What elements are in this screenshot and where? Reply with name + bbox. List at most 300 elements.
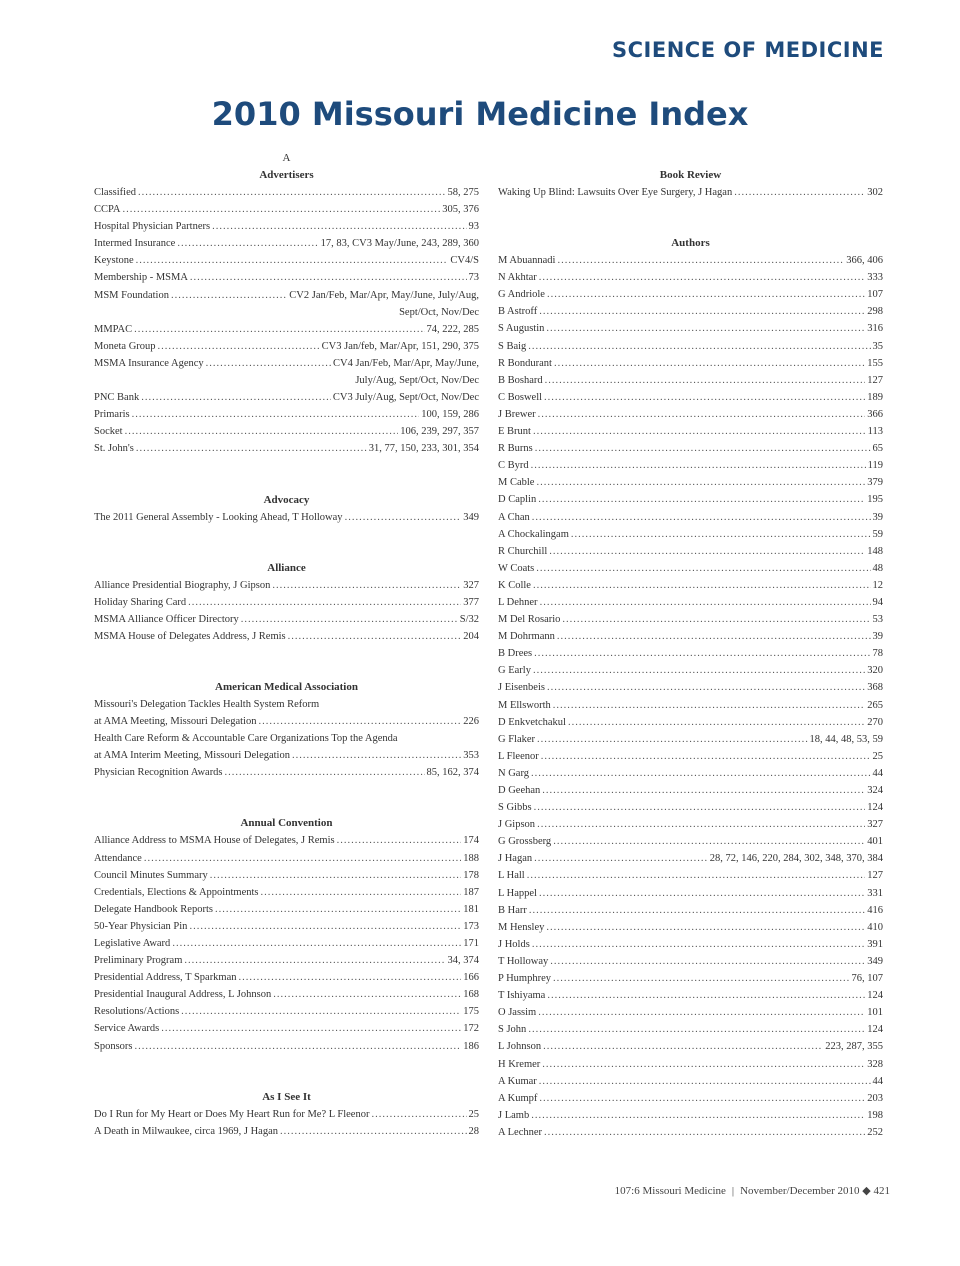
as-i-see-it-heading: As I See It xyxy=(262,1090,311,1103)
entry-title: R Churchill xyxy=(498,545,548,557)
alliance-heading: Alliance xyxy=(267,561,306,574)
advertisers-list xyxy=(94,184,479,458)
entry-pages: 401 xyxy=(867,836,883,848)
entry-title: R Bondurant xyxy=(498,357,552,369)
dot-leader xyxy=(547,987,865,1004)
entry-title: J Gipson xyxy=(498,819,536,831)
entry-pages: 226 xyxy=(463,716,479,728)
index-entry xyxy=(498,919,883,936)
index-entry xyxy=(498,816,883,833)
entry-title: Waking Up Blind: Lawsuits Over Eye Surgery, J Hagan xyxy=(498,187,733,198)
diamond-icon: ◆ xyxy=(862,1185,871,1197)
entry-pages: 189 xyxy=(867,391,883,403)
entry-title: G Andriole xyxy=(498,289,545,301)
index-entry xyxy=(498,252,883,269)
index-entry xyxy=(498,372,883,389)
entry-pages: 410 xyxy=(867,921,883,933)
entry-pages: 377 xyxy=(463,596,479,608)
footer-issue: 107:6 Missouri Medicine xyxy=(614,1185,726,1197)
entry-pages: CV3 July/Aug, Sept/Oct, Nov/Dec xyxy=(332,392,479,404)
index-entry xyxy=(498,936,883,953)
dot-leader xyxy=(136,440,367,457)
entry-pages: CV2 Jan/Feb, Mar/Apr, May/June, July/Aug, xyxy=(289,289,479,301)
entry-pages: 324 xyxy=(867,785,883,796)
dot-leader xyxy=(535,440,871,457)
entry-title: S Baig xyxy=(498,340,527,352)
entry-pages: 349 xyxy=(867,955,883,967)
index-entry xyxy=(498,526,883,543)
entry-pages: 155 xyxy=(867,357,883,369)
entry-pages: 174 xyxy=(463,835,479,847)
entry-pages: 25 xyxy=(872,750,883,762)
entry-pages: 204 xyxy=(463,630,479,642)
index-entry xyxy=(94,423,479,440)
entry-pages: 35 xyxy=(872,340,883,352)
entry-title: Holiday Sharing Card xyxy=(94,596,187,608)
index-entry xyxy=(94,287,479,304)
dot-leader xyxy=(184,952,445,969)
entry-title: Intermed Insurance xyxy=(94,238,176,250)
entry-pages: 65 xyxy=(872,443,883,455)
dot-leader xyxy=(215,901,461,918)
entry-title: MSMA Insurance Agency xyxy=(94,357,204,369)
index-entry xyxy=(94,577,479,594)
entry-pages: 175 xyxy=(463,1006,479,1018)
entry-pages: 94 xyxy=(872,596,883,608)
entry-pages: 168 xyxy=(463,989,479,1001)
entry-title: Presidential Inaugural Address, L Johnson xyxy=(94,989,272,1001)
entry-pages: 172 xyxy=(463,1023,479,1035)
entry-pages: CV4/S xyxy=(450,255,479,267)
entry-title: S Augustin xyxy=(498,323,545,335)
dot-leader xyxy=(272,577,461,594)
entry-title: C Byrd xyxy=(498,460,529,472)
dot-leader xyxy=(542,1056,865,1073)
index-entry xyxy=(498,474,883,491)
entry-title: G Grossberg xyxy=(498,836,552,848)
dot-leader xyxy=(171,287,287,304)
right-column xyxy=(498,167,883,1141)
entry-pages: 186 xyxy=(463,1040,479,1052)
entry-title: MSMA House of Delegates Address, J Remis xyxy=(94,630,286,642)
dot-leader xyxy=(542,782,865,799)
dot-leader xyxy=(538,1004,865,1021)
dot-leader xyxy=(538,406,866,423)
index-entry xyxy=(94,884,479,901)
index-entry xyxy=(498,491,883,508)
index-entry xyxy=(498,1124,883,1141)
entry-title: MSMA Alliance Officer Directory xyxy=(94,613,239,625)
entry-pages: 127 xyxy=(867,870,883,882)
book-review-heading: Book Review xyxy=(659,169,722,181)
entry-title: L Fleenor xyxy=(498,750,539,762)
page-number: 421 xyxy=(873,1185,890,1197)
entry-title: B Boshard xyxy=(498,374,543,386)
index-entry xyxy=(94,611,479,628)
entry-title: M Ellsworth xyxy=(498,699,551,711)
entry-pages: 58, 275 xyxy=(447,187,479,198)
entry-pages: 73 xyxy=(468,272,479,284)
index-entry xyxy=(94,184,479,201)
dot-leader xyxy=(553,970,850,987)
dot-leader xyxy=(212,218,466,235)
index-entry xyxy=(498,885,883,902)
dot-leader xyxy=(260,884,461,901)
entry-pages: 416 xyxy=(867,904,883,916)
dot-leader xyxy=(181,1003,461,1020)
entry-pages: 195 xyxy=(867,494,883,506)
dot-leader xyxy=(161,1020,461,1037)
authors-heading: Authors xyxy=(671,237,710,250)
entry-title: at AMA Interim Meeting, Missouri Delegation xyxy=(94,750,290,762)
index-entry xyxy=(94,1106,479,1123)
entry-title: Keystone xyxy=(94,255,134,267)
entry-title: MSM Foundation xyxy=(94,289,169,301)
dot-leader xyxy=(527,867,866,884)
dot-leader xyxy=(273,986,461,1003)
index-entry xyxy=(498,440,883,457)
index-entry xyxy=(498,184,883,201)
index-entry xyxy=(498,1021,883,1038)
dot-leader xyxy=(292,747,461,764)
entry-title: Preliminary Program xyxy=(94,955,183,967)
page-footer xyxy=(615,1184,890,1197)
index-entry xyxy=(498,509,883,526)
entry-pages: 223, 287, 355 xyxy=(825,1041,883,1053)
entry-pages: 302 xyxy=(867,187,883,198)
index-entry xyxy=(94,850,479,867)
index-entry xyxy=(94,269,479,286)
entry-title: H Kremer xyxy=(498,1058,541,1070)
entry-title: The 2011 General Assembly - Looking Ahead, T Holloway xyxy=(94,511,343,523)
index-entry xyxy=(498,577,883,594)
entry-pages: 39 xyxy=(872,631,883,643)
entry-title: Moneta Group xyxy=(94,340,156,352)
entry-title: E Brunt xyxy=(498,426,531,438)
entry-title: J Holds xyxy=(498,938,530,950)
entry-title: M Cable xyxy=(498,477,535,489)
entry-title: D Geehan xyxy=(498,785,541,796)
dot-leader xyxy=(534,799,866,816)
entry-title: Do I Run for My Heart or Does My Heart Run for Me? L Fleenor xyxy=(94,1108,370,1120)
dot-leader xyxy=(571,526,871,543)
entry-title: D Caplin xyxy=(498,494,537,506)
entry-title: M Hensley xyxy=(498,921,545,933)
entry-pages: 124 xyxy=(867,1024,883,1036)
entry-title: St. John's xyxy=(94,443,134,455)
dot-leader xyxy=(533,662,865,679)
entry-pages: 366 xyxy=(867,408,883,420)
index-entry xyxy=(498,867,883,884)
dot-leader xyxy=(557,628,871,645)
entry-pages: 181 xyxy=(463,903,479,915)
as-i-see-it-list xyxy=(94,1106,479,1140)
entry-title: J Hagan xyxy=(498,853,533,865)
dot-leader xyxy=(538,491,865,508)
entry-pages: 48 xyxy=(872,562,883,574)
entry-pages: 333 xyxy=(867,272,883,284)
index-entry xyxy=(498,833,883,850)
entry-title: M Dohrmann xyxy=(498,631,555,643)
index-entry xyxy=(94,235,479,252)
entry-title: R Burns xyxy=(498,443,533,455)
dot-leader xyxy=(210,867,462,884)
entry-pages: 119 xyxy=(867,460,883,472)
dot-leader xyxy=(539,1073,871,1090)
entry-pages: 328 xyxy=(867,1058,883,1070)
dot-leader xyxy=(337,832,462,849)
annual-convention-list xyxy=(94,832,479,1054)
index-entry xyxy=(498,303,883,320)
index-entry xyxy=(498,423,883,440)
dot-leader xyxy=(553,833,865,850)
entry-pages: 353 xyxy=(463,750,479,762)
entry-title: at AMA Meeting, Missouri Delegation xyxy=(94,716,257,728)
entry-title: Sponsors xyxy=(94,1040,133,1052)
dot-leader xyxy=(532,509,871,526)
ama-heading: American Medical Association xyxy=(215,680,358,693)
entry-pages: 106, 239, 297, 357 xyxy=(400,426,479,438)
entry-pages: 166 xyxy=(463,972,479,984)
dot-leader xyxy=(537,731,807,748)
entry-pages: 34, 374 xyxy=(447,955,479,967)
index-entry xyxy=(498,269,883,286)
entry-pages: 198 xyxy=(867,1109,883,1121)
index-entry xyxy=(498,902,883,919)
index-entry xyxy=(498,406,883,423)
entry-pages: 44 xyxy=(872,1075,883,1087)
dot-leader xyxy=(547,679,865,696)
entry-pages: 12 xyxy=(872,579,883,591)
index-entry xyxy=(94,338,479,355)
index-entry xyxy=(498,543,883,560)
entry-title: Attendance xyxy=(94,852,142,864)
index-entry xyxy=(498,1107,883,1124)
entry-title: Classified xyxy=(94,187,136,198)
entry-pages: 366, 406 xyxy=(846,255,883,267)
index-entry xyxy=(498,748,883,765)
dot-leader xyxy=(144,850,461,867)
index-entry xyxy=(498,953,883,970)
dot-leader xyxy=(544,1124,865,1141)
annual-convention-heading: Annual Convention xyxy=(240,817,333,830)
advertisers-heading: Advertisers xyxy=(259,169,314,181)
index-entry xyxy=(94,201,479,218)
entry-pages: 53 xyxy=(872,614,883,626)
dot-leader xyxy=(190,269,467,286)
dot-leader xyxy=(539,885,865,902)
index-entry xyxy=(94,1123,479,1140)
entry-pages: CV3 Jan/feb, Mar/Apr, 151, 290, 375 xyxy=(321,340,479,352)
entry-pages: 270 xyxy=(867,716,883,728)
index-entry xyxy=(94,389,479,406)
dot-leader xyxy=(136,252,449,269)
entry-title: G Flaker xyxy=(498,733,536,745)
index-entry xyxy=(498,1090,883,1107)
entry-pages: 316 xyxy=(867,323,883,335)
entry-pages: 178 xyxy=(463,869,479,881)
entry-title: Socket xyxy=(94,426,123,438)
dot-leader xyxy=(158,338,320,355)
footer-date: November/December 2010 xyxy=(740,1185,860,1197)
entry-pages: 39 xyxy=(872,511,883,523)
entry-title: 50-Year Physician Pin xyxy=(94,920,188,932)
dot-leader xyxy=(225,764,425,781)
dot-leader xyxy=(554,355,865,372)
index-entry xyxy=(498,697,883,714)
authors-list xyxy=(498,252,883,1141)
dot-leader xyxy=(122,201,440,218)
dot-leader xyxy=(533,423,866,440)
dot-leader xyxy=(534,850,708,867)
entry-title: J Eisenbeis xyxy=(498,682,545,694)
dot-leader xyxy=(138,184,446,201)
entry-title: Physician Recognition Awards xyxy=(94,767,223,779)
dot-leader xyxy=(546,919,865,936)
index-entry xyxy=(94,747,479,764)
entry-title: MMPAC xyxy=(94,323,133,335)
page-title: 2010 Missouri Medicine Index xyxy=(211,95,749,133)
entry-title: B Astroff xyxy=(498,306,538,318)
dot-leader xyxy=(241,611,458,628)
entry-pages: 18, 44, 48, 53, 59 xyxy=(809,733,883,745)
dot-leader xyxy=(536,474,865,491)
index-entry xyxy=(498,1038,883,1055)
dot-leader xyxy=(280,1123,467,1140)
dot-leader xyxy=(547,286,865,303)
left-column xyxy=(94,150,479,1140)
index-entry xyxy=(94,440,479,457)
index-entry xyxy=(94,355,479,372)
entry-pages: 76, 107 xyxy=(851,973,883,985)
entry-pages: 25 xyxy=(468,1108,479,1120)
index-entry xyxy=(498,970,883,987)
entry-title: J Lamb xyxy=(498,1109,530,1121)
dot-leader xyxy=(557,252,844,269)
entry-pages: 171 xyxy=(463,938,479,949)
index-entry xyxy=(94,1038,479,1055)
dot-leader xyxy=(568,714,865,731)
entry-title: W Coats xyxy=(498,562,535,574)
ama-line: Health Care Reform & Accountable Care Organizations Top the Agenda xyxy=(94,733,398,745)
index-entry xyxy=(94,952,479,969)
entry-pages: 74, 222, 285 xyxy=(426,323,479,335)
entry-title: J Brewer xyxy=(498,408,536,420)
index-entry xyxy=(94,832,479,849)
dot-leader xyxy=(189,918,461,935)
entry-title: Service Awards xyxy=(94,1023,160,1035)
dot-leader xyxy=(562,611,870,628)
advocacy-list xyxy=(94,509,479,526)
entry-pages: 85, 162, 374 xyxy=(426,767,479,779)
entry-pages: 188 xyxy=(463,852,479,864)
index-entry xyxy=(498,782,883,799)
entry-pages: 349 xyxy=(463,511,479,523)
book-review-list xyxy=(498,184,883,201)
index-entry xyxy=(498,320,883,337)
entry-pages: 113 xyxy=(867,426,883,438)
index-entry xyxy=(498,355,883,372)
entry-title: B Harr xyxy=(498,904,527,916)
entry-title: L Dehner xyxy=(498,596,538,608)
index-entry xyxy=(94,1020,479,1037)
entry-pages: 44 xyxy=(872,767,883,779)
entry-title: Delegate Handbook Reports xyxy=(94,903,213,915)
entry-pages: 31, 77, 150, 233, 301, 354 xyxy=(368,443,479,455)
index-entry xyxy=(498,611,883,628)
dot-leader xyxy=(188,594,461,611)
index-entry xyxy=(94,867,479,884)
index-entry xyxy=(498,799,883,816)
entry-pages: 78 xyxy=(872,648,883,660)
index-entry xyxy=(94,321,479,338)
entry-title: Primaris xyxy=(94,409,130,421)
entry-title: L Hall xyxy=(498,870,525,882)
section-label: SCIENCE OF MEDICINE xyxy=(612,38,884,62)
entry-title: CCPA xyxy=(94,204,121,216)
entry-continuation: July/Aug, Sept/Oct, Nov/Dec xyxy=(355,375,479,387)
entry-title: T Holloway xyxy=(498,955,549,967)
entry-title: O Jassim xyxy=(498,1007,537,1019)
dot-leader xyxy=(345,509,462,526)
index-entry xyxy=(94,986,479,1003)
index-entry xyxy=(94,509,479,526)
entry-title: Hospital Physician Partners xyxy=(94,221,211,233)
entry-pages: 124 xyxy=(867,990,883,1002)
entry-title: Resolutions/Actions xyxy=(94,1006,180,1018)
entry-title: M Abuannadi xyxy=(498,255,556,267)
entry-pages: 101 xyxy=(867,1007,883,1019)
entry-title: PNC Bank xyxy=(94,392,140,404)
index-entry xyxy=(498,714,883,731)
entry-pages: 265 xyxy=(867,699,883,711)
index-entry xyxy=(94,594,479,611)
dot-leader xyxy=(544,389,865,406)
dot-leader xyxy=(545,372,866,389)
dot-leader xyxy=(546,320,865,337)
index-entry xyxy=(498,987,883,1004)
entry-title: K Colle xyxy=(498,579,531,591)
entry-pages: 203 xyxy=(867,1092,883,1104)
index-entry xyxy=(498,662,883,679)
index-entry xyxy=(498,457,883,474)
index-entry xyxy=(94,218,479,235)
dot-leader xyxy=(239,969,462,986)
entry-pages: CV4 Jan/Feb, Mar/Apr, May/June, xyxy=(333,357,479,369)
entry-pages: 187 xyxy=(463,886,479,898)
index-entry xyxy=(94,901,479,918)
dot-leader xyxy=(532,936,865,953)
entry-pages: S/32 xyxy=(459,613,479,625)
index-entry xyxy=(498,731,883,748)
entry-title: P Humphrey xyxy=(498,973,551,985)
entry-pages: 127 xyxy=(867,374,883,386)
dot-leader xyxy=(549,543,865,560)
index-entry xyxy=(94,935,479,952)
entry-pages: 173 xyxy=(463,920,479,932)
index-entry xyxy=(498,338,883,355)
dot-leader xyxy=(553,697,865,714)
entry-title: Alliance Address to MSMA House of Delegates, J Remis xyxy=(94,835,335,847)
dot-leader xyxy=(258,713,461,730)
entry-pages: 327 xyxy=(463,579,479,591)
entry-pages: 28, 72, 146, 220, 284, 302, 348, 370, 384 xyxy=(709,853,883,865)
entry-title: L Johnson xyxy=(498,1041,542,1053)
entry-title: D Enkvetchakul xyxy=(498,716,566,728)
dot-leader xyxy=(206,355,331,372)
dot-leader xyxy=(531,765,870,782)
dot-leader xyxy=(539,303,865,320)
